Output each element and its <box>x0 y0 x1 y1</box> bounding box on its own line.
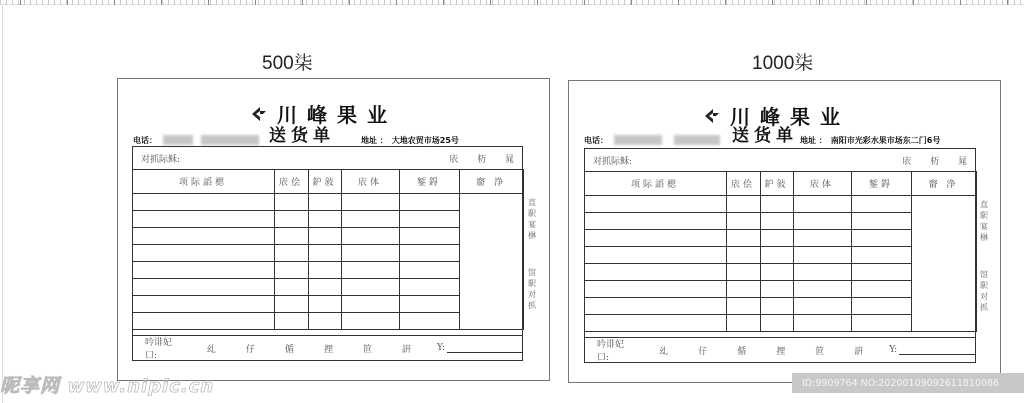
delivery-note-card-1000 <box>568 80 1001 383</box>
ruler-tick <box>20 0 21 5</box>
address-value: 大地农贸市场25号 <box>391 136 459 145</box>
signature-field: 笸 <box>362 344 372 355</box>
signature-field: 乣 <box>659 346 669 357</box>
ruler-tick <box>255 0 256 5</box>
phone-redacted <box>674 135 720 145</box>
ruler-tick <box>443 0 444 5</box>
col-header-remark: 窬 浄 <box>911 172 976 196</box>
total-label: Y: <box>889 345 898 355</box>
ruler-tick <box>584 0 585 5</box>
footer-label: 吟诽妃口: <box>145 338 173 361</box>
col-header-qty: 鈩敍 <box>308 170 341 194</box>
total-line[interactable] <box>899 345 975 355</box>
signature-field: 仔 <box>698 346 708 357</box>
image-id-bar: ID:9909764 NO:20200109092611810086 <box>792 373 1024 393</box>
address-value: 南阳市光彩水果市场东二门6号 <box>830 136 941 145</box>
ruler <box>0 0 1024 5</box>
table-row <box>132 194 523 211</box>
ruler-tick <box>208 0 209 5</box>
phone-redacted <box>163 135 193 145</box>
total-label: Y: <box>436 343 445 353</box>
ruler-tick <box>161 0 162 5</box>
doc-title: 送货单 <box>732 126 798 146</box>
customer-row <box>585 149 975 172</box>
signature-field: 詽 <box>401 344 411 355</box>
items-table <box>132 169 524 330</box>
date-month: 杤 <box>477 154 487 165</box>
form-box <box>584 148 976 363</box>
col-header-qty: 鈩敍 <box>760 172 793 196</box>
quantity-label: 1000柒 <box>752 53 814 74</box>
date-fields <box>433 152 514 165</box>
date-fields <box>886 154 967 167</box>
address-label: 地址 ： <box>800 136 827 145</box>
col-header-price: 庡体 <box>341 170 399 194</box>
phone-redacted <box>614 135 662 145</box>
side-label-copy2: 馆 駅 对 抓 <box>528 268 536 310</box>
phone-redacted <box>201 135 259 145</box>
ruler-tick <box>960 0 961 5</box>
table-row <box>584 196 976 213</box>
ruler-tick <box>678 0 679 5</box>
signature-field: 捚 <box>323 344 333 355</box>
brand-logo-icon <box>251 106 267 122</box>
canvas-edge <box>2 5 3 403</box>
footer-label: 吟诽妃口: <box>597 340 625 363</box>
watermark-logo-text: 昵享网 <box>0 375 61 397</box>
col-header-amount: 錾鍀 <box>851 172 911 196</box>
address-label: 地址 ： <box>361 136 388 145</box>
customer-row <box>133 147 522 170</box>
ruler-tick <box>302 0 303 5</box>
col-header-name: 项际謟楒 <box>132 170 274 194</box>
quantity-label: 500柒 <box>262 53 313 74</box>
col-header-amount: 錾鍀 <box>399 170 459 194</box>
phone-label: 电话： <box>584 136 608 145</box>
brand-name: 川峰果业 <box>730 105 850 129</box>
signature-field: 偱 <box>284 344 294 355</box>
remark-cell[interactable] <box>911 196 976 332</box>
signature-field: 偱 <box>737 346 747 357</box>
date-month: 杤 <box>930 156 940 167</box>
form-box <box>132 146 523 361</box>
ruler-tick <box>349 0 350 5</box>
doc-title: 送货单 <box>269 126 335 146</box>
total-line[interactable] <box>447 343 522 353</box>
ruler-tick <box>1007 0 1008 5</box>
signature-row <box>585 337 975 362</box>
watermark-logo <box>0 371 214 398</box>
col-header-name: 项际謟楒 <box>584 172 726 196</box>
signature-field: 笸 <box>815 346 825 357</box>
col-header-unit: 庡侩 <box>274 170 308 194</box>
ruler-tick <box>396 0 397 5</box>
items-table <box>584 171 977 332</box>
date-day: 晁 <box>504 154 514 165</box>
ruler-tick <box>67 0 68 5</box>
signature-field: 詽 <box>854 346 864 357</box>
customer-label: 对抓际稣: <box>141 154 181 165</box>
date-year: 庡 <box>449 154 459 165</box>
customer-label: 对抓际稣: <box>593 156 633 167</box>
ruler-tick <box>537 0 538 5</box>
ruler-tick <box>819 0 820 5</box>
watermark-url: www.nipic.cn <box>67 376 215 397</box>
side-label-copy2: 馆 駅 对 抓 <box>980 270 988 312</box>
brand-name: 川峰果业 <box>277 103 397 127</box>
col-header-unit: 庡侩 <box>726 172 760 196</box>
ruler-tick <box>913 0 914 5</box>
ruler-tick <box>631 0 632 5</box>
header-info-row <box>133 126 543 146</box>
side-label-copy1: 直 駅 宴 椕 <box>980 200 988 242</box>
side-label-copy1: 直 駅 宴 椕 <box>528 198 536 240</box>
date-year: 庡 <box>902 156 912 167</box>
remark-cell[interactable] <box>459 194 523 330</box>
header-info-row <box>584 126 999 146</box>
signature-row <box>133 335 522 360</box>
date-day: 晁 <box>957 156 967 167</box>
ruler-tick <box>725 0 726 5</box>
ruler-tick <box>490 0 491 5</box>
signature-field: 仔 <box>245 344 255 355</box>
ruler-tick <box>772 0 773 5</box>
brand-logo-icon <box>704 108 720 124</box>
ruler-tick <box>114 0 115 5</box>
delivery-note-card-500 <box>117 78 550 381</box>
signature-field: 乣 <box>206 344 216 355</box>
col-header-remark: 窬 浄 <box>459 170 523 194</box>
ruler-tick <box>866 0 867 5</box>
col-header-price: 庡体 <box>793 172 851 196</box>
phone-label: 电话： <box>133 136 157 145</box>
signature-field: 捚 <box>776 346 786 357</box>
